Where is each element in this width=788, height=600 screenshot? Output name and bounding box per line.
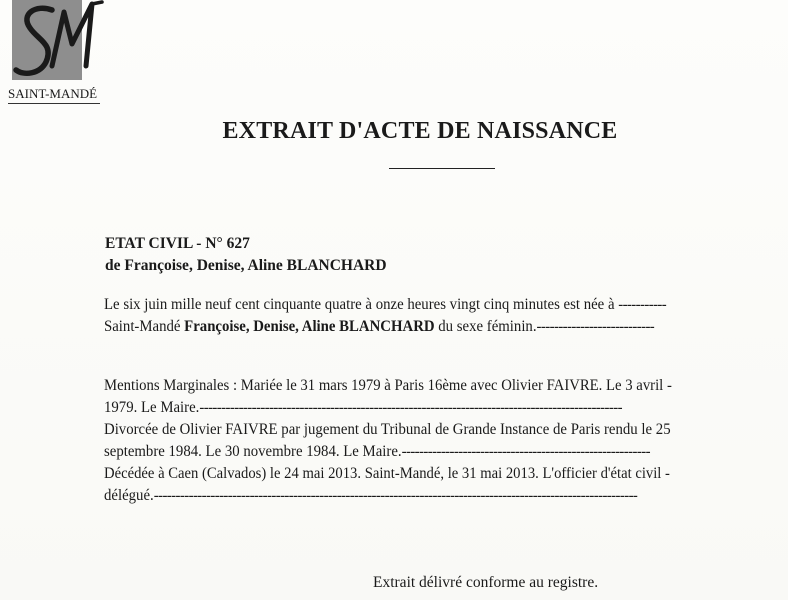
- mentions-line-6: [104, 485, 637, 507]
- title-divider: [389, 168, 495, 169]
- birth-place: Saint-Mandé: [104, 318, 181, 335]
- document-title: EXTRAIT D'ACTE DE NAISSANCE: [222, 118, 618, 144]
- birth-line-1: [104, 294, 666, 316]
- marriage-mention: Mentions Marginales : Mariée le 31 mars 1979 à Paris 16ème avec Olivier FAIVRE. Le 3 avril -: [104, 377, 672, 394]
- logo-underline: [8, 103, 100, 104]
- birth-text-1: Le six juin mille neuf cent cinquante quatre à onze heures vingt cinq minutes est née à: [104, 296, 615, 313]
- divorce-mention: Divorcée de Olivier FAIVRE par jugement du Tribunal de Grande Instance de Paris rendu le 25: [104, 421, 671, 438]
- dash-filler: -----------: [618, 296, 667, 313]
- mentions-line-3: [104, 419, 671, 441]
- dash-filler: ---------------------------: [536, 318, 655, 335]
- dash-filler: ---------------------------------------------------------------------------------------------------------------: [153, 487, 638, 504]
- civil-status-header: [105, 233, 387, 277]
- death-mention: Décédée à Caen (Calvados) le 24 mai 2013. Saint-Mandé, le 31 mai 2013. L'officier d'état civil -: [104, 465, 670, 482]
- mentions-line-4: [104, 441, 650, 463]
- mentions-line-5: [104, 463, 670, 485]
- logo-name: SAINT-MANDÉ: [8, 86, 98, 101]
- marriage-mention-end: 1979. Le Maire.: [104, 399, 200, 416]
- saint-mande-logo: [6, 0, 98, 108]
- civil-status-number: ETAT CIVIL - N° 627: [105, 235, 250, 252]
- death-mention-end: délégué.: [104, 487, 154, 504]
- dash-filler: ---------------------------------------------------------: [401, 443, 650, 460]
- birth-line-2: [104, 316, 654, 338]
- mentions-line-1: [104, 375, 672, 397]
- subject-name: de Françoise, Denise, Aline BLANCHARD: [105, 257, 387, 274]
- birth-sex: du sexe féminin.: [438, 318, 537, 335]
- certification-note: Extrait délivré conforme au registre.: [373, 574, 599, 591]
- divorce-mention-end: septembre 1984. Le 30 novembre 1984. Le Maire.: [104, 443, 402, 460]
- sm-monogram-icon: [6, 0, 106, 86]
- dash-filler: -------------------------------------------------------------------------------------------------: [199, 399, 622, 416]
- mentions-line-2: [104, 397, 622, 419]
- birth-full-name: Françoise, Denise, Aline BLANCHARD: [184, 318, 435, 335]
